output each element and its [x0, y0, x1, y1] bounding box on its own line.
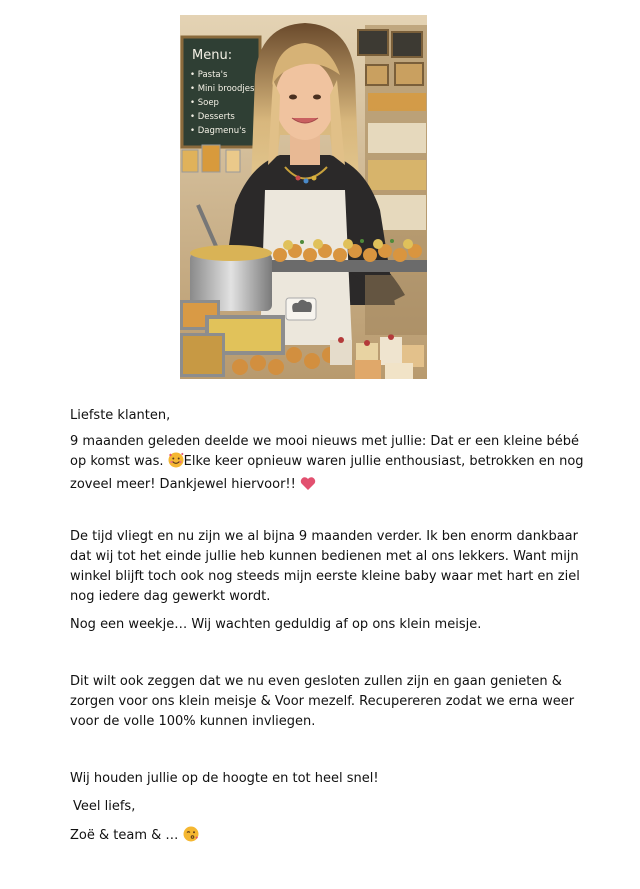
menu-board-item: • Dagmenu's [190, 126, 246, 136]
signature-text: Zoë & team & … [70, 828, 179, 843]
heart-icon [300, 476, 316, 498]
paragraph-gratitude: De tijd vliegt en nu zijn we al bijna 9 maanden verder. Ik ben enorm dankbaar dat wij tot het einde jullie heb kunnen bedienen met al ons lekkers. Want mijn winkel blijft toch ook nog steeds mijn eerste kleine baby waar met hart en ziel nog iedere dag gewerkt wordt. [70, 529, 580, 604]
smiling-face-with-hearts-icon [168, 452, 184, 475]
signature [70, 826, 590, 849]
menu-board-item: • Desserts [190, 112, 235, 122]
paragraph-announcement [70, 432, 590, 498]
announcement-text-continued: Elke keer opnieuw waren jullie enthousiast, betrokken en nog zoveel meer! Dankjewel hiervoor!! [70, 454, 584, 492]
announcement-text: 9 maanden geleden deelde we mooi nieuws met jullie: Dat er een kleine bébé op komst was. [70, 434, 580, 469]
menu-board-item: • Mini broodjes [190, 84, 255, 94]
menu-board-item: • Pasta's [190, 70, 228, 80]
face-blowing-kiss-icon [183, 826, 199, 849]
shop-owner-photo [180, 15, 427, 379]
paragraph-closure: Dit wilt ook zeggen dat we nu even gesloten zullen zijn en gaan genieten & zorgen voor ons klein meisje & Voor mezelf. Recupereren zodat we erna weer voor de volle 100% kunnen invliegen. [70, 674, 575, 729]
menu-board-title: Menu: [192, 48, 233, 63]
paragraph-updates: Wij houden jullie op de hoogte en tot heel snel! [70, 771, 379, 786]
closing: Veel liefs, [73, 799, 136, 814]
shop-illustration [180, 15, 427, 379]
menu-board-item: • Soep [190, 98, 219, 108]
greeting: Liefste klanten, [70, 408, 171, 423]
paragraph-waiting: Nog een weekje… Wij wachten geduldig af op ons klein meisje. [70, 617, 482, 632]
